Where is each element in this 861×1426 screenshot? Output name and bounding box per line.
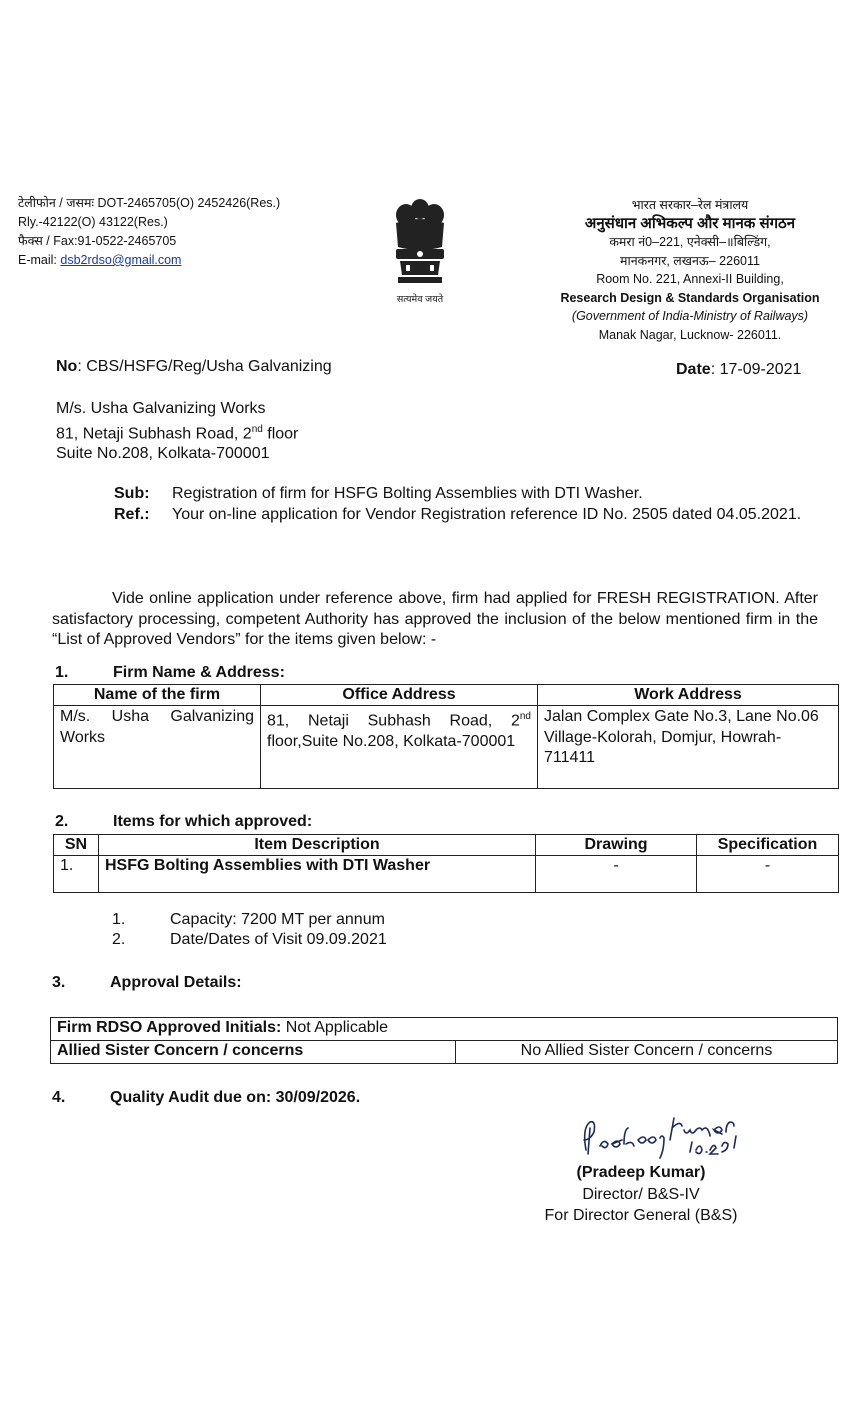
room-hindi: कमरा नं0–221, एनेक्सी–॥बिल्डिंग, — [609, 235, 771, 249]
section-4-heading: 4. Quality Audit due on: 30/09/2026. — [52, 1089, 361, 1106]
body-paragraph: Vide online application under reference above, firm had applied for FRESH REGISTRATION. After satisfactory processing, competent Authority has approved the inclusion of the below mentioned firm in the “List of Approved Vendors” for the items given below: - — [52, 590, 818, 648]
email-line — [18, 251, 280, 270]
table-row — [54, 706, 839, 789]
approval-details-table — [50, 1017, 838, 1064]
organisation-hindi: अनुसंधान अभिकल्प और मानक संगठन — [584, 214, 796, 232]
firm-name-cell: M/s. Usha Galvanizing Works — [54, 706, 261, 789]
ref-text: Your on-line application for Vendor Registration reference ID No. 2505 dated 04.05.2021. — [172, 506, 802, 523]
ref-row — [114, 504, 824, 525]
reference-value: : CBS/HSFG/Reg/Usha Galvanizing — [77, 358, 332, 375]
signatory-for-line: For Director General (B&S) — [544, 1207, 738, 1224]
addressee-line-3: Suite No.208, Kolkata-700001 — [56, 445, 270, 463]
railway-phone-line: Rly.-42122(O) 43122(Res.) — [18, 215, 168, 229]
specification-cell: - — [697, 856, 839, 893]
initials-cell: Firm RDSO Approved Initials: Not Applicable — [51, 1018, 838, 1041]
organisation-english: Research Design & Standards Organisation — [560, 290, 820, 305]
column-header: Name of the firm — [54, 685, 261, 706]
section-3-heading: 3. Approval Details: — [52, 974, 242, 991]
ref-label: Ref.: — [114, 506, 150, 523]
city-english: Manak Nagar, Lucknow- 226011. — [598, 327, 782, 342]
column-header: Work Address — [538, 685, 839, 706]
sister-concern-label-cell: Allied Sister Concern / concerns — [51, 1041, 456, 1064]
drawing-cell: - — [536, 856, 697, 893]
header-contact-block — [18, 194, 280, 270]
city-hindi: मानकनगर, लखनऊ– 226011 — [620, 253, 760, 268]
addressee-line-2: 81, Netaji Subhash Road, 2nd floor — [56, 423, 299, 442]
ashoka-emblem-icon — [388, 195, 452, 307]
subject-text: Registration of firm for HSFG Bolting Assemblies with DTI Washer. — [172, 485, 643, 502]
signatory-designation: Director/ B&S-IV — [582, 1185, 700, 1203]
table-row — [51, 1041, 838, 1064]
items-table — [53, 834, 839, 893]
office-address-cell: 81, Netaji Subhash Road, 2nd floor,Suite No.208, Kolkata-700001 — [261, 706, 538, 789]
signatory-name: (Pradeep Kumar) — [576, 1164, 706, 1181]
subject-block — [114, 483, 824, 525]
list-item: 2. Date/Dates of Visit 09.09.2021 — [112, 931, 387, 948]
date-value: : 17-09-2021 — [710, 361, 802, 378]
subject-label: Sub: — [114, 485, 150, 502]
date-label: Date — [676, 361, 711, 378]
item-description-cell: HSFG Bolting Assemblies with DTI Washer — [99, 856, 536, 893]
letter-date — [676, 361, 801, 379]
firm-address-table — [53, 684, 839, 789]
section-2-heading: 2. Items for which approved: — [55, 813, 313, 830]
column-header: Drawing — [536, 835, 697, 856]
ministry-hindi: भारत सरकार–रेल मंत्रालय — [631, 198, 749, 212]
section-1-heading: 1. Firm Name & Address: — [55, 664, 285, 681]
organisation-address-block — [540, 196, 840, 344]
fax-line: फैक्स / Fax:91-0522-2465705 — [18, 234, 177, 248]
table-row — [54, 856, 839, 893]
sn-cell: 1. — [54, 856, 99, 893]
handwritten-signature — [556, 1110, 756, 1168]
list-item: 1. Capacity: 7200 MT per annum — [112, 911, 385, 928]
column-header: Item Description — [99, 835, 536, 856]
column-header: SN — [54, 835, 99, 856]
addressee-block — [56, 399, 298, 465]
room-english: Room No. 221, Annexi-II Building, — [596, 272, 784, 286]
government-line: (Government of India-Ministry of Railways) — [571, 309, 809, 323]
addressee-line-1: M/s. Usha Galvanizing Works — [56, 400, 266, 417]
reference-label: No — [56, 358, 78, 375]
item-notes-list — [112, 910, 387, 950]
phone-line: टेलीफोन / जसमः DOT-2465705(O) 2452426(Res.) — [18, 196, 281, 210]
table-row — [51, 1018, 838, 1041]
column-header: Specification — [697, 835, 839, 856]
emblem-motto: सत्यमेव जयते — [396, 294, 444, 305]
column-header: Office Address — [261, 685, 538, 706]
reference-number — [56, 358, 332, 376]
email-label: E-mail: — [18, 253, 57, 267]
signatory-block — [526, 1162, 756, 1227]
subject-row — [114, 483, 824, 504]
sister-concern-value-cell: No Allied Sister Concern / concerns — [456, 1041, 838, 1064]
email-link[interactable]: dsb2rdso@gmail.com — [60, 253, 182, 267]
work-address-cell: Jalan Complex Gate No.3, Lane No.06 Village-Kolorah, Domjur, Howrah-711411 — [538, 706, 839, 789]
